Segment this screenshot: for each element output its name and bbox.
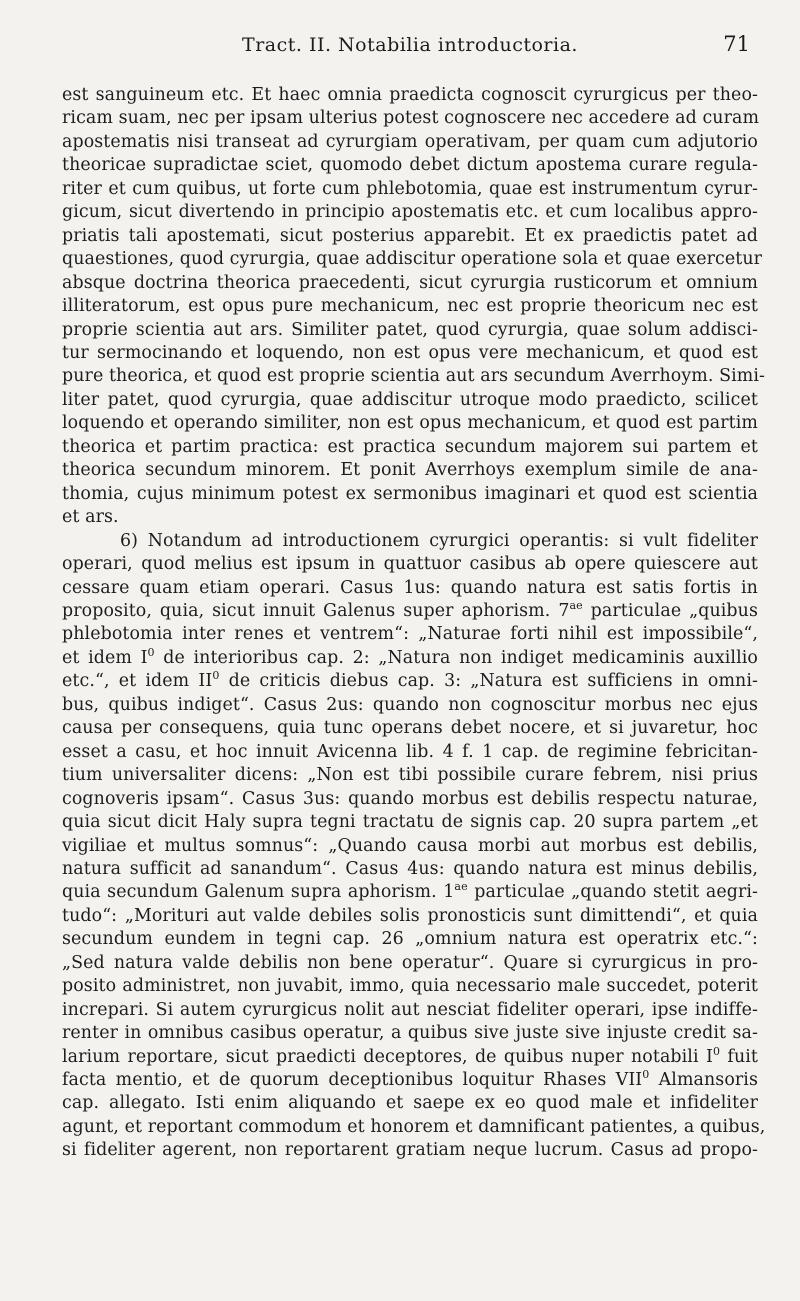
text-line: cognoveris ipsam“. Casus 3us: quando morbus est debilis respectu naturae, (62, 788, 758, 809)
text-line (62, 670, 758, 693)
text-line: proprie scientia aut ars. Similiter patet, quod cyrurgia, quae solum addisci- (62, 319, 758, 340)
text-line: „Sed natura valde debilis non bene operatur“. Quare si cyrurgicus in pro- (62, 952, 758, 973)
text-segment: etc.“, et idem II (62, 671, 213, 692)
text-segment: quia secundum Galenum supra aphorism. 1 (62, 882, 455, 903)
text-line: phlebotomia inter renes et ventrem“: „Naturae forti nihil est impossibile“, (62, 624, 758, 645)
text-segment: de criticis diebus cap. 3: „Natura est sufficiens in omni- (219, 671, 758, 692)
superscript: ae (569, 598, 583, 612)
text-line: si fideliter agerent, non reportarent gratiam neque lucrum. Casus ad propo- (62, 1140, 758, 1161)
text-line: secundum eundem in tegni cap. 26 „omnium natura est operatrix etc.“: (62, 929, 758, 950)
text-line: increpari. Si autem cyrurgicus nolit aut nesciat fideliter operari, ipse indiffe- (62, 999, 758, 1020)
text-line: posito administret, non juvabit, immo, quia necessario male succedet, poterit (62, 976, 758, 997)
body-text (62, 84, 766, 1163)
text-line: loquendo et operando similiter, non est opus mechanicum, et quod est partim (62, 413, 758, 434)
text-line (62, 1046, 758, 1069)
superscript: 0 (147, 645, 155, 659)
text-segment: particulae „quibus (582, 600, 758, 621)
text-line: illiteratorum, est opus pure mechanicum, nec est proprie theoricum nec est (62, 296, 758, 317)
text-line: cap. allegato. Isti enim aliquando et saepe ex eo quod male et infideliter (62, 1093, 758, 1114)
text-segment: de interioribus cap. 2: „Natura non indiget medicaminis auxillio (154, 647, 758, 668)
text-segment: facta mentio, et de quorum deceptionibus loquitur Rhases VII (62, 1070, 643, 1091)
text-line: bus, quibus indiget“. Casus 2us: quando non cognoscitur morbus nec ejus (62, 694, 758, 715)
text-line: theorica secundum minorem. Et ponit Averrhoys exemplum simile de ana- (62, 460, 758, 481)
text-line (62, 881, 758, 904)
text-segment: et idem I (62, 647, 148, 668)
text-line: riter et cum quibus, ut forte cum phlebotomia, quae est instrumentum cyrur- (62, 178, 758, 199)
text-line: gicum, sicut divertendo in principio apostematis etc. et cum localibus appro- (62, 202, 758, 223)
text-line: ricam suam, nec per ipsam ulterius potest cognoscere nec accedere ad curam (62, 108, 760, 129)
text-segment: proposito, quia, sicut innuit Galenus super aphorism. 7 (62, 600, 570, 621)
text-line: natura sufficit ad sanandum“. Casus 4us: quando natura est minus debilis, (62, 858, 758, 879)
text-line (62, 1069, 758, 1092)
text-line: absque doctrina theorica praecedenti, sicut cyrurgia rusticorum et omnium (62, 272, 758, 293)
superscript: ae (454, 880, 468, 894)
text-line (62, 647, 758, 670)
text-line: theorica et partim practica: est practica secundum majorem sui partem et (62, 436, 758, 457)
text-line: tium universaliter dicens: „Non est tibi possibile curare febrem, nisi prius (62, 765, 758, 786)
text-line: tur sermocinando et loquendo, non est opus vere mechanicum, et quod est (62, 342, 758, 363)
text-line: apostematis nisi transeat ad cyrurgiam operativam, per quam cum adjutorio (62, 131, 758, 152)
text-line: quia sicut dicit Haly supra tegni tractatu de signis cap. 20 supra partem „et (62, 812, 758, 833)
text-line: thomia, cujus minimum potest ex sermonibus imaginari et quod est scientia (62, 483, 758, 504)
text-line: agunt, et reportant commodum et honorem et damnificant patientes, a quibus, (62, 1116, 766, 1137)
text-line: priatis tali apostemati, sicut posterius apparebit. Et ex praedictis patet ad (62, 225, 758, 246)
text-line (62, 600, 758, 623)
text-line: liter patet, quod cyrurgia, quae addiscitur utroque modo praedicto, scilicet (62, 389, 758, 410)
page-header (62, 30, 758, 62)
text-line: renter in omnibus casibus operatur, a quibus sive juste sive injuste credit sa- (62, 1023, 758, 1044)
text-line: tudo“: „Morituri aut valde debiles solis pronosticis sunt dimittendi“, et quia (62, 905, 758, 926)
text-segment: particulae „quando stetit aegri- (467, 882, 758, 903)
text-segment: Almansoris (649, 1070, 758, 1091)
text-segment: larium reportare, sicut praedicti deceptores, de quibus nuper notabili I (62, 1046, 713, 1067)
text-line: vigiliae et multus somnus“: „Quando causa morbi aut morbus est debilis, (62, 835, 758, 856)
text-line: operari, quod melius est ipsum in quattuor casibus ab opere quiescere aut (62, 554, 758, 575)
superscript: 0 (212, 669, 220, 683)
text-line: est sanguineum etc. Et haec omnia praedicta cognoscit cyrurgicus per theo- (62, 85, 758, 105)
text-line: causa per consequens, quia tunc operans debet nocere, et si juvaretur, hoc (62, 718, 758, 739)
running-title: Tract. II. Notabilia introductoria. (242, 34, 578, 56)
superscript: 0 (712, 1044, 721, 1058)
text-line: theoricae supradictae sciet, quomodo debet dictum apostema curare regula- (62, 155, 758, 176)
superscript: 0 (642, 1068, 650, 1082)
text-line: et ars. (62, 507, 119, 528)
text-line: cessare quam etiam operari. Casus 1us: quando natura est satis fortis in (62, 577, 758, 598)
text-line: 6) Notandum ad introductionem cyrurgici operantis: si vult fideliter (120, 530, 758, 551)
text-line: esset a casu, et hoc innuit Avicenna lib. 4 f. 1 cap. de regimine febricitan- (62, 741, 758, 762)
page-number: 71 (723, 32, 750, 56)
text-segment: fuit (720, 1046, 758, 1067)
text-line: quaestiones, quod cyrurgia, quae addiscitur operatione sola et quae exercetur (62, 249, 763, 270)
text-line: pure theorica, et quod est proprie scientia aut ars secundum Averrhoym. Simi- (62, 366, 766, 387)
